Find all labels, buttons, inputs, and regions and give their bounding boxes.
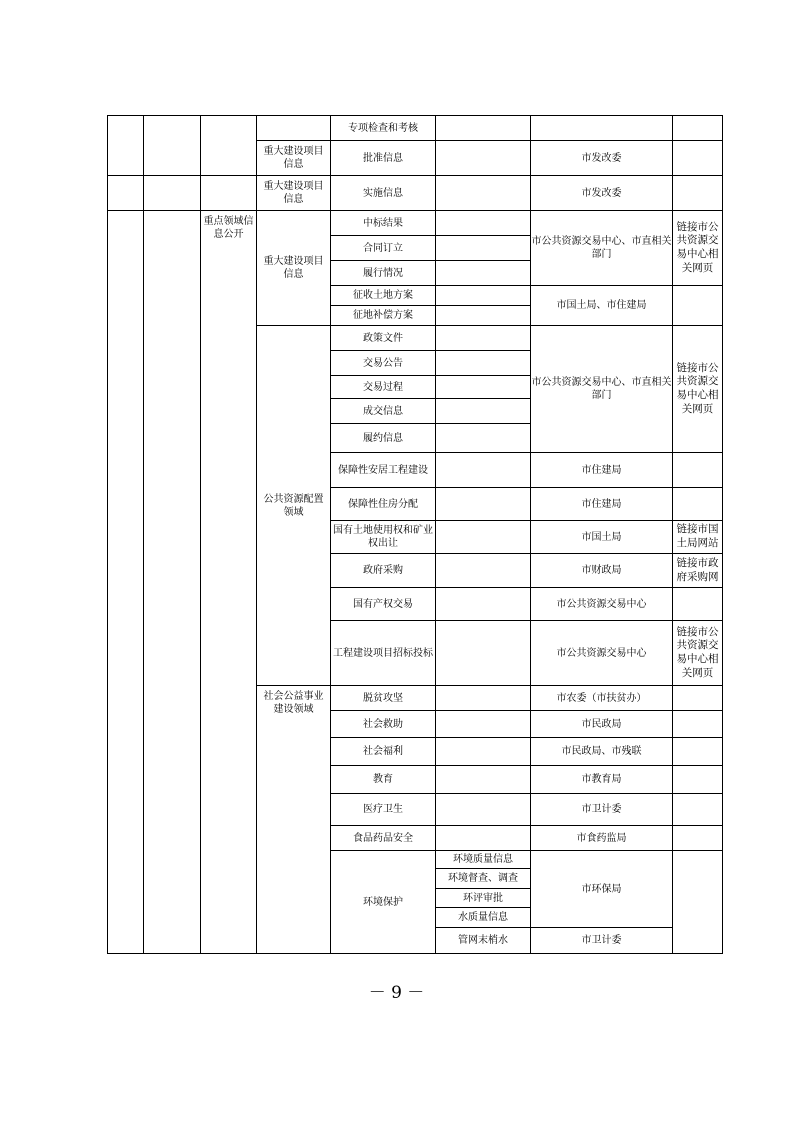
empty-cell (435, 115, 531, 141)
dept-label: 市民政局 (581, 718, 622, 730)
dept-cell (530, 685, 673, 711)
empty-cell (435, 487, 531, 521)
sub-item-cell (435, 868, 531, 889)
dept-label: 市民政局、市残联 (561, 746, 642, 757)
empty-cell (672, 710, 723, 738)
category-cell (256, 175, 331, 211)
category-cell (256, 325, 331, 686)
empty-cell (435, 260, 531, 286)
dept-label: 市公共资源交易中心、市直相关部门 (531, 377, 672, 401)
item-label: 中标结果 (363, 217, 403, 229)
item-cell (330, 850, 436, 954)
dept-label: 市公共资源交易中心、市直相关部门 (531, 236, 672, 260)
link-note: 链接市国土局网站 (676, 523, 719, 549)
empty-cell (435, 140, 531, 176)
dept-cell (530, 487, 673, 521)
item-label: 国有产权交易 (353, 598, 413, 610)
dept-cell (530, 850, 673, 928)
item-cell (330, 115, 436, 141)
item-cell (330, 587, 436, 621)
category-cell (256, 210, 331, 326)
dept-cell (530, 587, 673, 621)
item-label: 教育 (373, 774, 393, 785)
item-label: 保障性安居工程建设 (338, 464, 428, 476)
empty-cell (672, 737, 723, 766)
item-cell (330, 140, 436, 176)
empty-cell (435, 325, 531, 351)
item-label: 履约信息 (363, 432, 403, 444)
empty-cell (435, 587, 531, 621)
sub-item-label: 环境督查、调查 (448, 873, 518, 884)
empty-cell (435, 553, 531, 588)
sub-item-cell (435, 850, 531, 869)
empty-cell (435, 305, 531, 326)
item-cell (330, 305, 436, 326)
page-number: － 9 － (368, 983, 425, 1003)
item-cell (330, 685, 436, 711)
empty-cell (672, 285, 723, 326)
item-cell (330, 520, 436, 554)
dept-label: 市食药监局 (576, 832, 627, 844)
sub-item-cell (435, 927, 531, 954)
dept-cell (530, 927, 673, 954)
category-cell (256, 685, 331, 954)
item-cell (330, 235, 436, 261)
empty-cell (435, 285, 531, 306)
link-note: 链接市政府采购网 (676, 556, 719, 583)
empty-cell (435, 793, 531, 826)
empty-cell (672, 452, 723, 488)
sub-item-cell (435, 907, 531, 928)
item-cell (330, 620, 436, 686)
dept-label: 市发改委 (581, 152, 622, 164)
category-cell (256, 140, 331, 176)
item-cell (330, 423, 436, 453)
item-cell (330, 285, 436, 306)
empty-cell (435, 175, 531, 211)
item-cell (330, 765, 436, 794)
item-cell (330, 793, 436, 826)
item-label: 社会福利 (363, 746, 403, 757)
empty-cell (107, 210, 144, 954)
item-label: 政府采购 (363, 565, 403, 576)
empty-cell (530, 115, 673, 141)
item-label: 脱贫攻坚 (363, 692, 403, 704)
dept-cell (530, 620, 673, 686)
dept-label: 市住建局 (581, 464, 622, 476)
empty-cell (435, 520, 531, 554)
empty-cell (435, 423, 531, 453)
item-label: 履行情况 (363, 267, 403, 279)
link-cell (672, 553, 723, 588)
item-cell (330, 452, 436, 488)
dept-cell (530, 765, 673, 794)
item-label: 专项检查和考核 (348, 122, 418, 134)
dept-cell (530, 140, 673, 176)
empty-cell (107, 175, 144, 211)
dept-label: 市环保局 (581, 883, 622, 895)
dept-label: 市农委（市扶贫办） (556, 692, 647, 704)
item-label: 交易公告 (363, 357, 403, 369)
dept-cell (530, 710, 673, 738)
empty-cell (672, 140, 723, 176)
domain-label: 重点领域信息公开 (203, 216, 254, 240)
item-cell (330, 710, 436, 738)
empty-cell (435, 710, 531, 738)
empty-cell (672, 825, 723, 851)
item-cell (330, 210, 436, 236)
item-cell (330, 398, 436, 424)
link-cell (672, 325, 723, 453)
item-label: 食品药品安全 (353, 832, 413, 844)
dept-label: 市住建局 (581, 498, 622, 510)
item-label: 社会救助 (363, 718, 403, 730)
dept-label: 市国土局、市住建局 (556, 300, 647, 311)
item-cell (330, 175, 436, 211)
item-label: 国有土地使用权和矿业权出让 (333, 525, 433, 549)
empty-cell (143, 115, 201, 176)
item-label: 征地补偿方案 (353, 310, 413, 321)
empty-cell (672, 587, 723, 621)
item-label: 政策文件 (363, 332, 403, 344)
dept-cell (530, 175, 673, 211)
item-label: 环境保护 (363, 896, 403, 908)
empty-cell (672, 765, 723, 794)
link-note: 链接市公共资源交易中心相关网页 (676, 625, 719, 679)
dept-cell (530, 325, 673, 453)
item-label: 批准信息 (363, 152, 403, 164)
dept-cell (530, 520, 673, 554)
empty-cell (672, 685, 723, 711)
dept-label: 市卫计委 (581, 804, 622, 815)
category-label: 重大建设项目信息 (263, 181, 324, 205)
sub-item-label: 环境质量信息 (453, 854, 513, 865)
dept-label: 市公共资源交易中心 (556, 647, 647, 659)
empty-cell (672, 115, 723, 141)
domain-label-cell (200, 210, 257, 954)
link-cell (672, 620, 723, 686)
dept-label: 市公共资源交易中心 (556, 598, 647, 610)
empty-cell (435, 210, 531, 236)
category-label: 社会公益事业建设领域 (263, 691, 324, 715)
dept-label: 市财政局 (581, 565, 622, 576)
item-cell (330, 350, 436, 376)
sub-item-label: 管网末梢水 (458, 935, 508, 946)
dept-cell (530, 553, 673, 588)
category-label: 重大建设项目信息 (263, 256, 324, 280)
item-cell (330, 737, 436, 766)
link-note: 链接市公共资源交易中心相关网页 (676, 361, 719, 415)
empty-cell (435, 350, 531, 376)
dept-cell (530, 452, 673, 488)
item-label: 工程建设项目招标投标 (333, 647, 433, 659)
item-cell (330, 487, 436, 521)
dept-cell (530, 210, 673, 286)
dept-cell (530, 793, 673, 826)
empty-cell (107, 115, 144, 176)
category-label: 重大建设项目信息 (263, 146, 324, 170)
dept-label: 市卫计委 (581, 935, 622, 946)
empty-cell (435, 685, 531, 711)
sub-item-label: 水质量信息 (458, 912, 508, 923)
item-label: 合同订立 (363, 242, 403, 254)
empty-cell (672, 487, 723, 521)
category-label: 公共资源配置领域 (263, 493, 324, 518)
dept-label: 市国土局 (581, 531, 622, 543)
item-label: 成交信息 (363, 405, 403, 417)
empty-cell (435, 398, 531, 424)
dept-label: 市发改委 (581, 187, 622, 199)
empty-cell (435, 452, 531, 488)
empty-cell (672, 175, 723, 211)
item-cell (330, 553, 436, 588)
link-cell (672, 520, 723, 554)
item-label: 保障性住房分配 (348, 498, 418, 510)
empty-cell (143, 175, 201, 211)
empty-cell (672, 850, 723, 954)
item-cell (330, 325, 436, 351)
empty-cell (143, 210, 201, 954)
item-cell (330, 825, 436, 851)
empty-cell (435, 825, 531, 851)
item-label: 征收土地方案 (353, 290, 413, 301)
link-note: 链接市公共资源交易中心相关网页 (676, 220, 719, 274)
disclosure-table (107, 115, 723, 954)
empty-cell (435, 620, 531, 686)
item-label: 交易过程 (363, 381, 403, 393)
empty-cell (435, 235, 531, 261)
link-cell (672, 210, 723, 286)
empty-cell (200, 175, 257, 211)
sub-item-label: 环评审批 (463, 892, 503, 904)
empty-cell (200, 115, 257, 176)
sub-item-cell (435, 888, 531, 908)
empty-cell (435, 737, 531, 766)
empty-cell (435, 375, 531, 399)
empty-cell (672, 793, 723, 826)
dept-cell (530, 285, 673, 326)
dept-cell (530, 737, 673, 766)
item-cell (330, 260, 436, 286)
item-label: 医疗卫生 (363, 804, 403, 815)
empty-cell (256, 115, 331, 141)
item-label: 实施信息 (363, 187, 403, 199)
dept-cell (530, 825, 673, 851)
dept-label: 市教育局 (581, 774, 622, 785)
item-cell (330, 375, 436, 399)
empty-cell (435, 765, 531, 794)
